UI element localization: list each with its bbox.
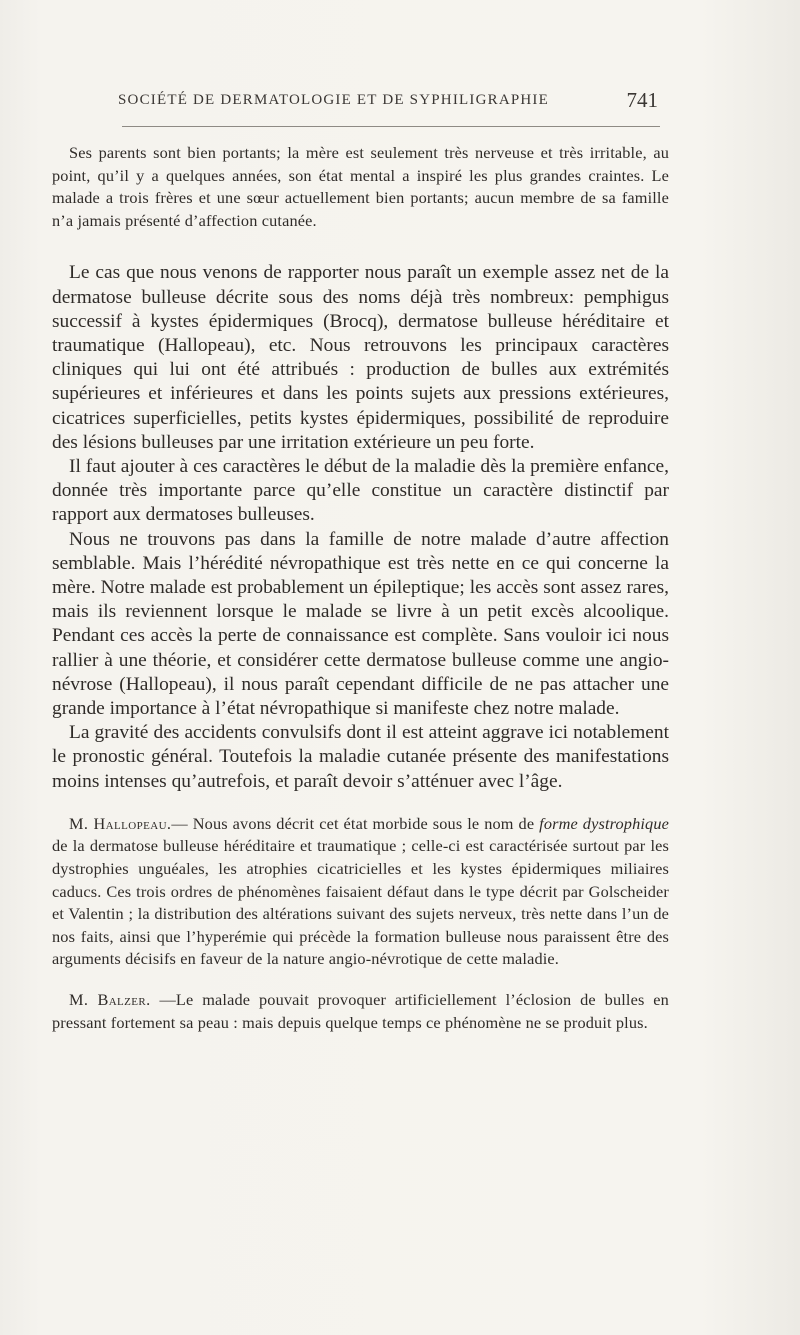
hallopeau-text-end: de la dermatose bulleuse héréditaire et traumatique ; celle-ci est caractérisée surtout par les dystrophies unguéales, les atrophies cicatricielles et les kystes épidermiques miliaires caducs. Ces trois ordres de phénomènes faisaient défaut dans le type décrit par Golscheider et Valentin ; la distribution des altérations suivant des sujets nerveux, très nette dans l’un de nos faits, ainsi que l’hyperémie qui précède la formation bulleuse nous paraissent être des arguments décisifs en faveur de la nature angio-névrotique de cette maladie. xyxy=(52,836,669,969)
running-header xyxy=(118,88,658,114)
paragraph-hallopeau-remark xyxy=(52,813,669,971)
speaker-balzer: M. Balzer. xyxy=(69,990,151,1009)
paragraph-balzer-remark xyxy=(52,989,669,1034)
article-body xyxy=(52,142,669,1034)
paragraph-prognosis: La gravité des accidents convulsifs dont il est atteint aggrave ici notablement le pronostic général. Toutefois la maladie cutanée présente des manifestations moins intenses qu’autrefois, et paraît devoir s’atténuer avec l’âge. xyxy=(52,722,669,792)
speaker-hallopeau: M. Hallopeau. xyxy=(69,813,172,833)
paragraph-early-onset: Il faut ajouter à ces caractères le début de la maladie dès la première enfance, donnée très importante parce qu’elle constitue un caractère distinctif par rapport aux dermatoses bulleuses. xyxy=(52,456,669,526)
paragraph-family-history: Ses parents sont bien portants; la mère est seulement très nerveuse et très irritable, au point, qu’il y a quelques années, son état mental a inspiré les plus grandes craintes. Le malade a trois frères et une sœur actuellement bien portants; aucun membre de sa famille n’a jamais présenté d’affection cutanée. xyxy=(52,143,669,230)
paragraph-case-discussion: Le cas que nous venons de rapporter nous paraît un exemple assez net de la dermatose bulleuse décrite sous des noms déjà très nombreux: pemphigus successif à kystes épidermiques (Brocq), dermatose bulleuse héréditaire et traumatique (Hallopeau), etc. Nous retrouvons les principaux caractères cliniques qui lui ont été attribués : production de bulles aux extrémités supérieures et inférieures et dans les points sujets aux pressions extérieures, cicatrices superficielles, petits kystes épidermiques, possibilité de reproduire des lésions bulleuses par une irritation extérieure un peu forte. xyxy=(52,262,669,453)
header-rule xyxy=(122,126,660,127)
page-number: 741 xyxy=(626,88,658,112)
hallopeau-italic-term: forme dystrophique xyxy=(539,813,670,833)
balzer-text: —Le malade pouvait provoquer artificiellement l’éclosion de bulles en pressant fortement sa peau : mais depuis quelque temps ce phénomène ne se produit plus. xyxy=(52,990,669,1032)
paragraph-neuropathic-heredity: Nous ne trouvons pas dans la famille de notre malade d’autre affection semblable. Mais l’hérédité névropathique est très nette en ce qui concerne la mère. Notre malade est probablement un épileptique; les accès sont assez rares, mais ils reviennent lorsque le malade se livre à un petit excès alcoolique. Pendant ces accès la perte de connaissance est complète. Sans vouloir ici nous rallier à une théorie, et considérer cette dermatose bulleuse comme une angio-névrose (Hallopeau), il nous paraît cependant difficile de ne pas attacher une grande importance à l’état névropathique si manifeste chez notre malade. xyxy=(52,528,669,720)
hallopeau-text-start: — Nous avons décrit cet état morbide sous le nom de xyxy=(171,813,540,833)
running-title: SOCIÉTÉ DE DERMATOLOGIE ET DE SYPHILIGRAPHIE xyxy=(118,92,549,108)
